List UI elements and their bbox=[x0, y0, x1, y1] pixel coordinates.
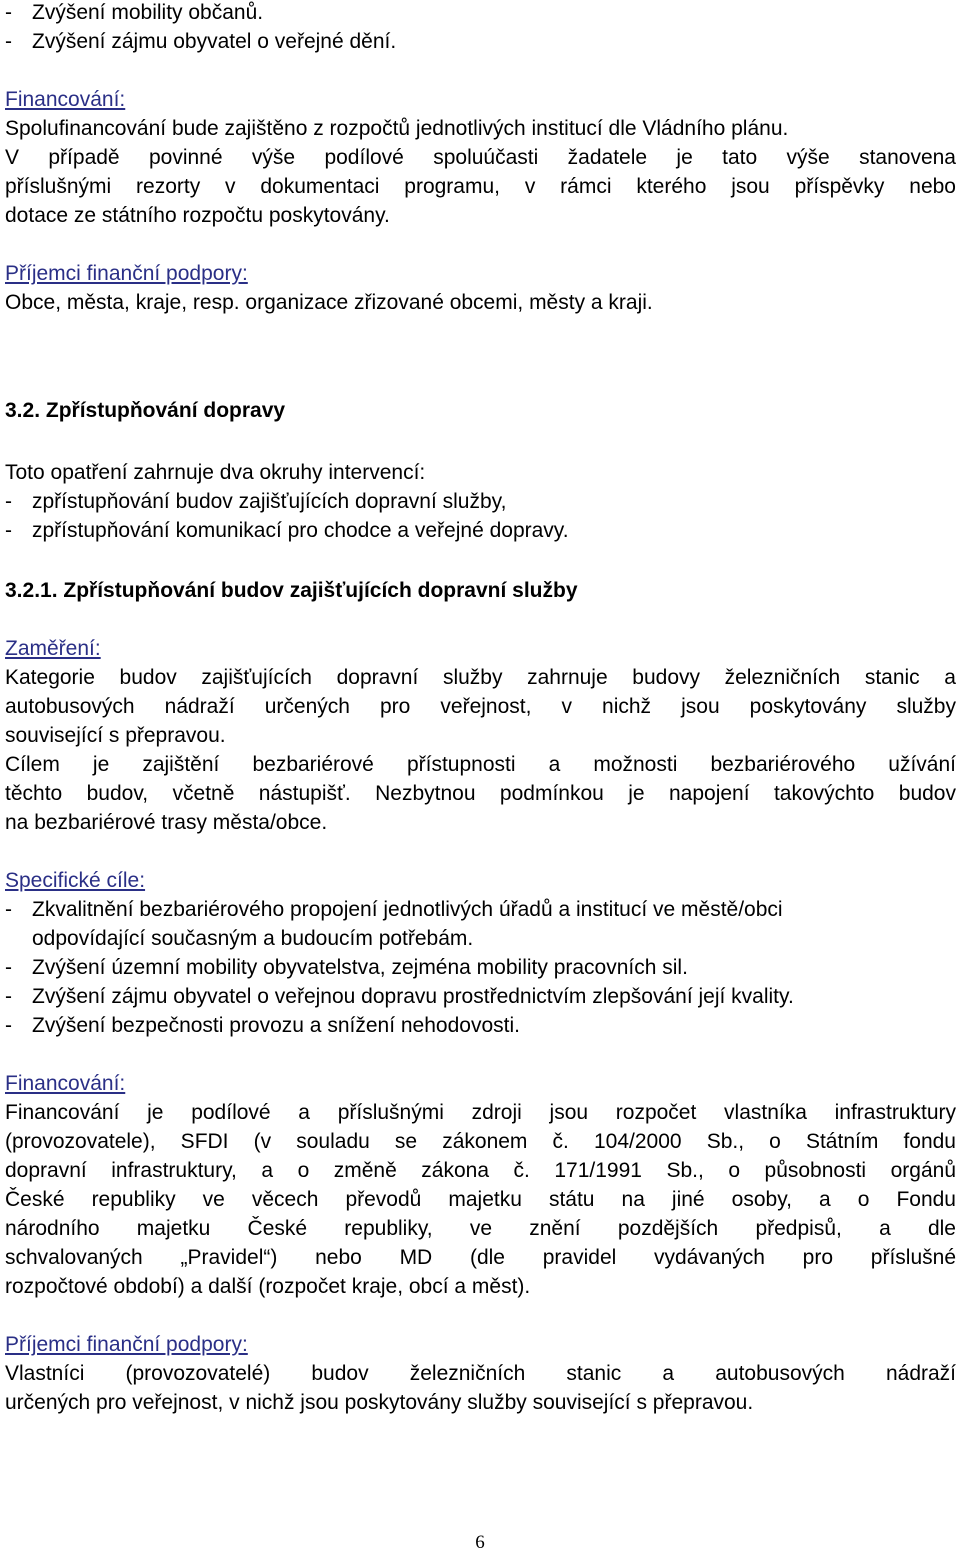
financing-heading: Financování: bbox=[5, 88, 126, 111]
bullet-item: - Zvýšení zájmu obyvatel o veřejné dění. bbox=[5, 27, 956, 56]
bullet-item: - Zvýšení mobility občanů. bbox=[5, 0, 956, 27]
goal-item-continuation: odpovídající současným a budoucím potřebám. bbox=[32, 927, 474, 950]
page-number: 6 bbox=[475, 1532, 485, 1553]
focus-text: autobusových nádraží určených pro veřejnost, v nichž jsou poskytovány služby bbox=[5, 695, 956, 718]
financing-text: dotace ze státního rozpočtu poskytovány. bbox=[5, 204, 390, 227]
bullet-item: - zpřístupňování budov zajišťujících dopravní služby, bbox=[5, 487, 956, 516]
dash-marker: - bbox=[5, 956, 12, 979]
financing-text: příslušnými rezorty v dokumentaci programu, v rámci kterého jsou příspěvky nebo bbox=[5, 175, 956, 198]
recipients-heading: Příjemci finanční podpory: bbox=[5, 1333, 248, 1356]
section-title: 3.2. Zpřístupňování dopravy bbox=[5, 399, 286, 422]
recipients-text: Obce, města, kraje, resp. organizace zřizované obcemi, městy a kraji. bbox=[5, 291, 653, 314]
goal-item: - Zkvalitnění bezbariérového propojení jednotlivých úřadů a institucí ve městě/obci bbox=[5, 895, 956, 924]
goal-item: - Zvýšení bezpečnosti provozu a snížení nehodovosti. bbox=[5, 1011, 956, 1040]
financing-text: rozpočtové období) a další (rozpočet kraje, obcí a měst). bbox=[5, 1275, 531, 1298]
financing-text: Financování je podílové a příslušnými zdroji jsou rozpočet vlastníka infrastruktury bbox=[5, 1101, 956, 1124]
focus-text: těchto budov, včetně nástupišť. Nezbytnou podmínkou je napojení takovýchto budov bbox=[5, 782, 956, 805]
focus-text: Kategorie budov zajišťujících dopravní služby zahrnuje budovy železničních stanic a bbox=[5, 666, 956, 689]
dash-marker: - bbox=[5, 490, 12, 513]
focus-text: Cílem je zajištění bezbariérové přístupnosti a možnosti bezbariérového užívání bbox=[5, 753, 956, 776]
financing-text: V případě povinné výše podílové spoluúčasti žadatele je tato výše stanovena bbox=[5, 146, 956, 169]
section-intro: Toto opatření zahrnuje dva okruhy intervencí: bbox=[5, 461, 426, 484]
focus-heading: Zaměření: bbox=[5, 637, 101, 660]
goals-heading: Specifické cíle: bbox=[5, 869, 146, 892]
bullet-item: - zpřístupňování komunikací pro chodce a veřejné dopravy. bbox=[5, 516, 956, 545]
recipients-heading: Příjemci finanční podpory: bbox=[5, 262, 248, 285]
financing-heading: Financování: bbox=[5, 1072, 126, 1095]
subsection-title: 3.2.1. Zpřístupňování budov zajišťujících dopravní služby bbox=[5, 579, 578, 602]
focus-text: související s přepravou. bbox=[5, 724, 226, 747]
recipients-text: určených pro veřejnost, v nichž jsou poskytovány služby související s přepravou. bbox=[5, 1391, 754, 1414]
financing-text: dopravní infrastruktury, a o změně zákona č. 171/1991 Sb., o působnosti orgánů bbox=[5, 1159, 956, 1182]
financing-text: České republiky ve věcech převodů majetku státu na jiné osoby, a o Fondu bbox=[5, 1188, 956, 1211]
goal-item: - Zvýšení územní mobility obyvatelstva, zejména mobility pracovních sil. bbox=[5, 953, 956, 982]
dash-marker: - bbox=[5, 30, 12, 53]
dash-marker: - bbox=[5, 898, 12, 921]
financing-text: schvalovaných „Pravidel“) nebo MD (dle pravidel vydávaných pro příslušné bbox=[5, 1246, 956, 1269]
financing-text: národního majetku České republiky, ve znění pozdějších předpisů, a dle bbox=[5, 1217, 956, 1240]
goal-item: - Zvýšení zájmu obyvatel o veřejnou dopravu prostřednictvím zlepšování její kvality. bbox=[5, 982, 956, 1011]
dash-marker: - bbox=[5, 1014, 12, 1037]
dash-marker: - bbox=[5, 519, 12, 542]
recipients-text: Vlastníci (provozovatelé) budov železničních stanic a autobusových nádraží bbox=[5, 1362, 956, 1385]
dash-marker: - bbox=[5, 1, 12, 24]
financing-text: Spolufinancování bude zajištěno z rozpočtů jednotlivých institucí dle Vládního plánu. bbox=[5, 117, 789, 140]
financing-text: (provozovatele), SFDI (v souladu se zákonem č. 104/2000 Sb., o Státním fondu bbox=[5, 1130, 956, 1153]
dash-marker: - bbox=[5, 985, 12, 1008]
focus-text: na bezbariérové trasy města/obce. bbox=[5, 811, 328, 834]
